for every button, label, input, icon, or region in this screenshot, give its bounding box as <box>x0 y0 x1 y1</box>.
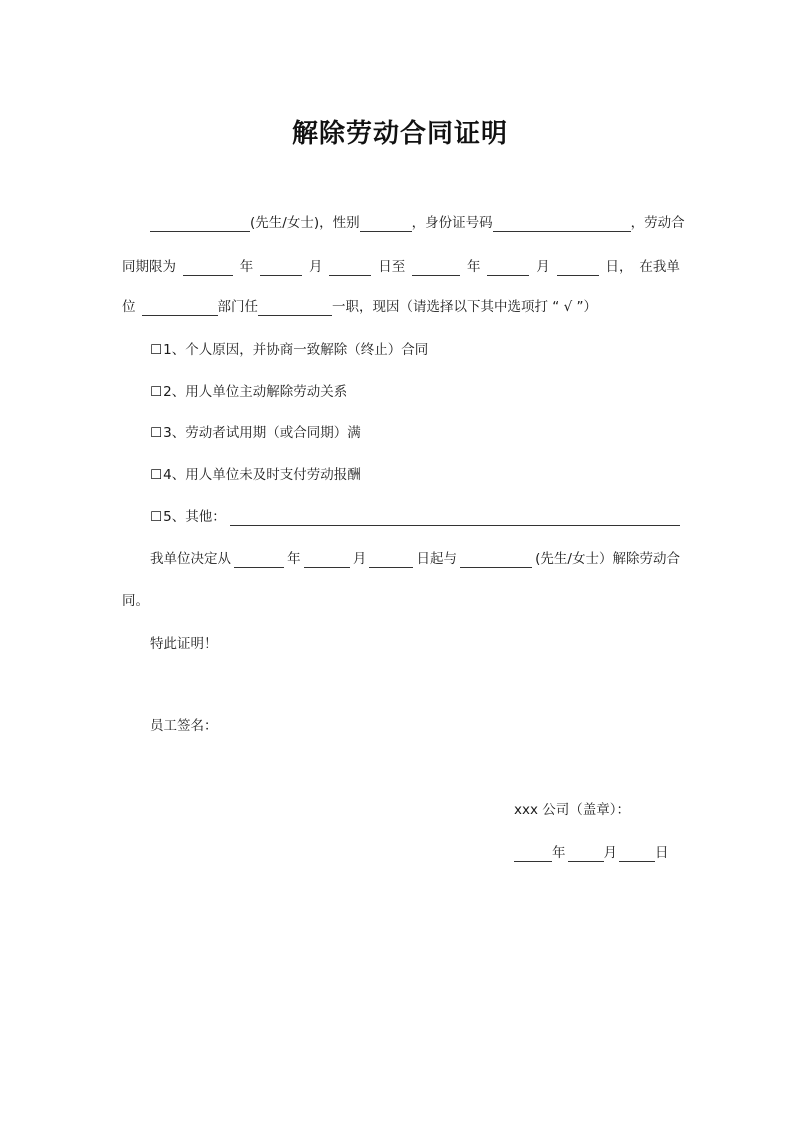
para1-line2 <box>122 258 680 276</box>
option-2[interactable] <box>122 383 708 401</box>
start-year-blank[interactable] <box>183 261 233 276</box>
year-label: 年 <box>287 551 301 567</box>
day-label: 日 <box>655 845 669 861</box>
day-to-label: 日至 <box>378 259 406 275</box>
company-seal-label: xxx 公司（盖章）： <box>514 802 631 818</box>
checkbox-icon[interactable]: ☐ <box>150 342 163 358</box>
sign-year-blank[interactable] <box>514 847 552 862</box>
checkbox-icon[interactable]: ☐ <box>150 384 163 400</box>
option-4-text: 4、用人单位未及时支付劳动报酬 <box>163 467 361 483</box>
option-4[interactable] <box>122 466 708 484</box>
para1-line3 <box>122 298 680 316</box>
term-label: 同期限为 <box>122 259 176 275</box>
option-3-text: 3、劳动者试用期（或合同期）满 <box>163 425 361 441</box>
closing-text: 特此证明！ <box>150 636 218 652</box>
sign-day-blank[interactable] <box>619 847 655 862</box>
start-day-blank[interactable] <box>329 261 371 276</box>
year-label: 年 <box>239 259 254 275</box>
option-3[interactable] <box>122 424 708 442</box>
start-month-blank[interactable] <box>260 261 302 276</box>
department-label: 部门任 <box>217 299 258 315</box>
id-number-blank[interactable] <box>493 217 631 232</box>
end-day-blank[interactable] <box>557 261 599 276</box>
name-blank[interactable] <box>150 217 250 232</box>
gender-label: (先生/女士)，性别 <box>250 215 360 231</box>
document-title: 解除劳动合同证明 <box>291 119 508 149</box>
option-2-text: 2、用人单位主动解除劳动关系 <box>163 384 348 400</box>
month-label: 月 <box>352 551 367 567</box>
checkbox-icon[interactable]: ☐ <box>150 425 163 441</box>
decide-label: 我单位决定从 <box>150 551 231 567</box>
unit-label: 在我单 <box>639 259 680 275</box>
month-label: 月 <box>603 845 617 861</box>
option-1[interactable] <box>122 341 708 359</box>
option-1-text: 1、个人原因，并协商一致解除（终止）合同 <box>163 342 429 358</box>
employee-name-field[interactable] <box>460 553 532 568</box>
sign-month-blank[interactable] <box>568 847 604 862</box>
para1-line1 <box>122 214 685 232</box>
end-day-field[interactable] <box>369 553 413 568</box>
option-5-text: 5、其他： <box>163 509 226 525</box>
para2-line1 <box>122 550 680 568</box>
para2-line2 <box>122 592 680 610</box>
sign-date <box>514 844 684 862</box>
day-from-label: 日起与 <box>416 551 457 567</box>
department-blank[interactable] <box>142 301 218 316</box>
unit-label-cont: 位 <box>122 299 136 315</box>
employee-signature-label: 员工签名： <box>150 718 218 734</box>
end-year-field[interactable] <box>234 553 284 568</box>
para2-end: 同。 <box>122 593 149 609</box>
day-end-label: 日， <box>605 259 633 275</box>
year-label: 年 <box>552 845 566 861</box>
reason-label: 一职，现因（请选择以下其中选项打 “ √ ”） <box>332 299 597 315</box>
checkbox-icon[interactable]: ☐ <box>150 509 163 525</box>
end-month-blank[interactable] <box>487 261 529 276</box>
contract-label: ，劳动合 <box>630 215 685 231</box>
checkbox-icon[interactable]: ☐ <box>150 467 163 483</box>
option-5[interactable] <box>122 508 680 526</box>
terminate-label: (先生/女士）解除劳动合 <box>535 551 680 567</box>
id-label: ，身份证号码 <box>411 215 493 231</box>
position-blank[interactable] <box>258 301 332 316</box>
other-reason-blank[interactable] <box>230 511 680 526</box>
gender-blank[interactable] <box>360 217 412 232</box>
end-month-field[interactable] <box>304 553 350 568</box>
year-label: 年 <box>467 259 481 275</box>
month-label: 月 <box>536 259 550 275</box>
end-year-blank[interactable] <box>412 261 460 276</box>
month-label: 月 <box>309 259 323 275</box>
